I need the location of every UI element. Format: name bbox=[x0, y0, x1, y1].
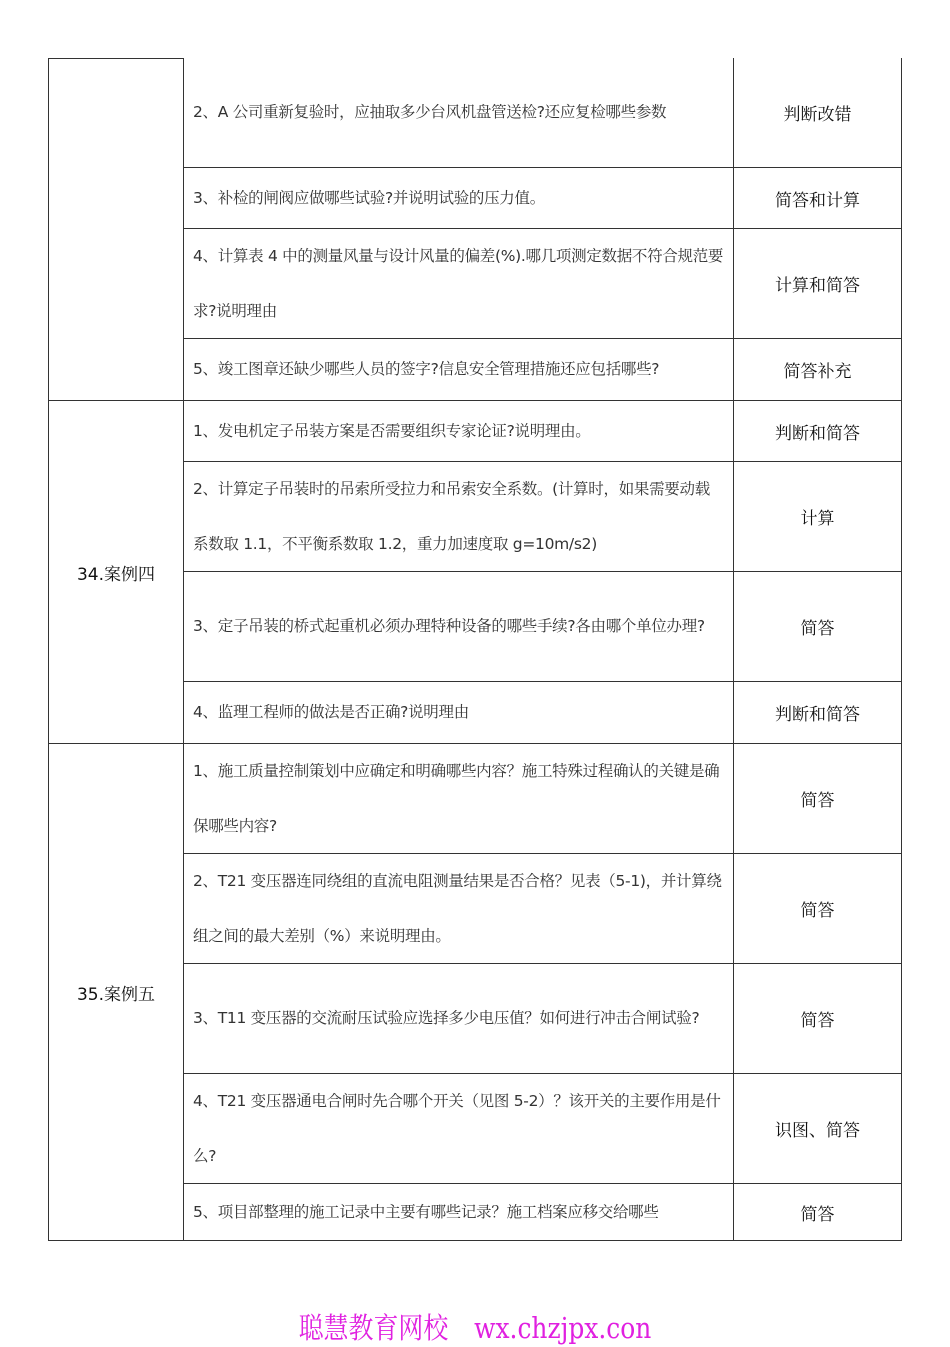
question-text: 2、A 公司重新复验时，应抽取多少台风机盘管送检?还应复检哪些参数 bbox=[184, 58, 734, 167]
question-type: 简答 bbox=[800, 1204, 835, 1225]
question-type: 简答补充 bbox=[783, 362, 852, 382]
case-label: 34.案例四 bbox=[49, 401, 184, 743]
question-type: 判断和简答 bbox=[775, 705, 860, 725]
case-section-35 bbox=[48, 744, 902, 1241]
question-type: 简答 bbox=[800, 901, 835, 921]
question-text: 5、竣工图章还缺少哪些人员的签字?信息安全管理措施还应包括哪些? bbox=[184, 339, 734, 400]
question-type: 计算和简答 bbox=[775, 276, 860, 296]
footer-watermark bbox=[67, 1306, 884, 1347]
question-text: 3、T11 变压器的交流耐压试验应选择多少电压值？如何进行冲击合闸试验? bbox=[184, 964, 734, 1073]
question-text: 2、计算定子吊装时的吊索所受拉力和吊索安全系数。(计算时，如果需要动载系数取 1.1，不平衡系数取 1.2，重力加速度取 g=10m/s2) bbox=[184, 462, 734, 571]
question-rows bbox=[184, 401, 901, 743]
table-row bbox=[184, 58, 901, 168]
question-table bbox=[48, 58, 902, 1241]
table-row bbox=[184, 744, 901, 854]
case-label bbox=[49, 58, 184, 400]
question-text: 1、施工质量控制策划中应确定和明确哪些内容？施工特殊过程确认的关键是确保哪些内容? bbox=[184, 744, 734, 853]
question-text: 5、项目部整理的施工记录中主要有哪些记录？施工档案应移交给哪些 bbox=[184, 1184, 734, 1240]
question-type: 识图、简答 bbox=[775, 1121, 860, 1141]
question-text: 3、定子吊装的桥式起重机必须办理特种设备的哪些手续?各由哪个单位办理? bbox=[184, 572, 734, 681]
case-section-34 bbox=[48, 401, 902, 744]
question-rows bbox=[184, 744, 901, 1240]
table-row bbox=[184, 572, 901, 682]
question-type: 简答 bbox=[800, 791, 835, 811]
website-text: wx.chzjpx.con bbox=[474, 1311, 652, 1345]
table-row bbox=[184, 401, 901, 462]
question-type: 简答 bbox=[800, 619, 835, 639]
case-section-continued bbox=[48, 58, 902, 401]
question-type: 计算 bbox=[800, 509, 835, 529]
question-text: 3、补检的闸阀应做哪些试验?并说明试验的压力值。 bbox=[184, 168, 734, 228]
question-text: 1、发电机定子吊装方案是否需要组织专家论证?说明理由。 bbox=[184, 401, 734, 461]
table-row bbox=[184, 229, 901, 339]
table-row bbox=[184, 854, 901, 964]
question-type: 判断改错 bbox=[783, 105, 852, 125]
question-text: 4、计算表 4 中的测量风量与设计风量的偏差(%).哪几项测定数据不符合规范要求?说明理由 bbox=[184, 229, 734, 338]
school-name: 聪慧教育网校 bbox=[298, 1311, 449, 1345]
table-row bbox=[184, 1074, 901, 1184]
question-type: 判断和简答 bbox=[775, 423, 860, 444]
question-text: 4、T21 变压器通电合闸时先合哪个开关（见图 5-2）？该开关的主要作用是什么? bbox=[184, 1074, 734, 1183]
question-rows bbox=[184, 58, 901, 400]
question-type: 简答 bbox=[800, 1011, 835, 1031]
question-text: 2、T21 变压器连同绕组的直流电阻测量结果是否合格？见表（5-1)，并计算绕组之间的最大差别（%）来说明理由。 bbox=[184, 854, 734, 963]
question-text: 4、监理工程师的做法是否正确?说明理由 bbox=[184, 682, 734, 743]
case-label: 35.案例五 bbox=[49, 744, 184, 1240]
table-row bbox=[184, 168, 901, 229]
table-row bbox=[184, 682, 901, 743]
table-row bbox=[184, 339, 901, 400]
table-row bbox=[184, 462, 901, 572]
table-row bbox=[184, 964, 901, 1074]
table-row bbox=[184, 1184, 901, 1240]
question-type: 简答和计算 bbox=[775, 190, 860, 211]
